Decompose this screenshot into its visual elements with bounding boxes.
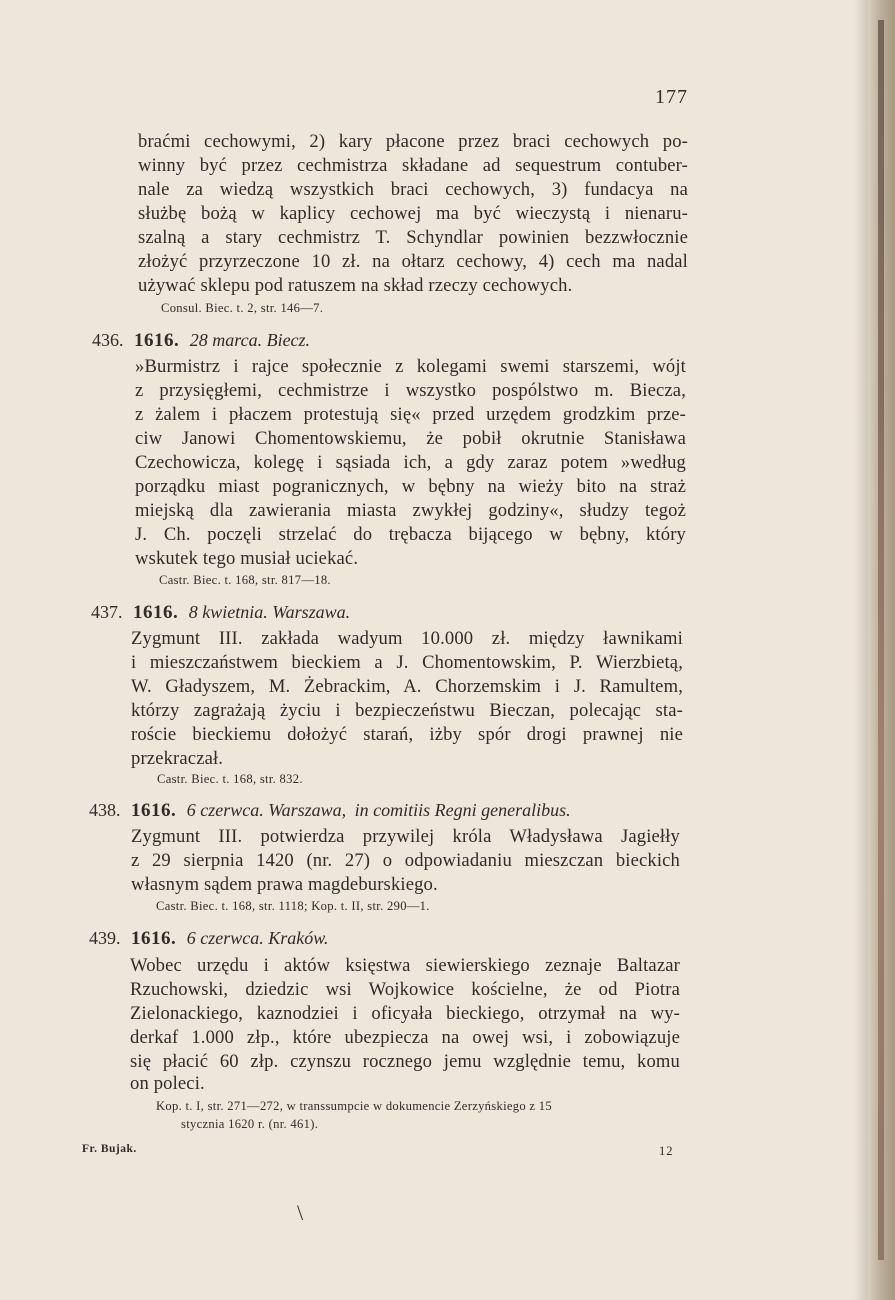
footer-author: Fr. Bujak.	[82, 1143, 137, 1155]
text-line: Zygmunt III. potwierdza przywilej króla Władysława Jagiełły	[131, 826, 680, 847]
entry-date-place-extra: in comitiis Regni generalibus.	[354, 800, 571, 820]
entry-number: 437.	[91, 602, 123, 622]
text-line: Czechowicza, kolegę i sąsiada ich, a gdy zaraz potem »według	[135, 452, 686, 473]
entry-year: 1616.	[134, 330, 180, 351]
source-citation: Consul. Biec. t. 2, str. 146—7.	[161, 301, 324, 315]
entry-date-place: 8 kwietnia. Warszawa.	[188, 602, 351, 622]
source-citation: Castr. Biec. t. 168, str. 817—18.	[159, 573, 331, 587]
entry-number: 438.	[89, 800, 121, 820]
text-line: braćmi cechowymi, 2) kary płacone przez braci cechowych po-	[138, 131, 688, 152]
entry-heading	[89, 800, 571, 822]
text-line: W. Gładyszem, M. Żebrackim, A. Chorzemskim i J. Ramultem,	[131, 676, 683, 697]
text-line: Zielonackiego, kaznodziei i oficyała bieckiego, otrzymał na wy-	[130, 1003, 680, 1024]
text-line: »Burmistrz i rajce społecznie z kolegami swemi starszemi, wójt	[135, 356, 686, 377]
text-line: złożyć przyrzeczone 10 zł. na ołtarz cechowy, 4) cech ma nadal	[138, 251, 688, 272]
text-line: Zygmunt III. zakłada wadyum 10.000 zł. między ławnikami	[131, 628, 683, 649]
entry-date-place: 6 czerwca. Warszawa,	[186, 800, 347, 820]
text-line: wskutek tego musiał uciekać.	[135, 548, 359, 569]
source-citation: stycznia 1620 r. (nr. 461).	[181, 1117, 319, 1131]
source-citation: Castr. Biec. t. 168, str. 1118; Kop. t. II, str. 290—1.	[156, 899, 430, 913]
printer-signature: 12	[659, 1144, 674, 1158]
text-line: miejską dla zawierania miasta zwykłej godziny«, słudzy tegoż	[135, 500, 686, 521]
entry-year: 1616.	[131, 800, 177, 821]
text-line: roście bieckiemu dołożyć starań, iżby spór drogi prawnej nie	[131, 724, 683, 745]
text-line: szalną a stary cechmistrz T. Schyndlar powinien bezzwłocznie	[138, 227, 688, 248]
entry-year: 1616.	[133, 602, 179, 623]
entry-number: 439.	[89, 928, 121, 948]
text-line: własnym sądem prawa magdeburskiego.	[131, 874, 438, 895]
text-line: z żalem i płaczem protestują się« przed urzędem grodzkim prze-	[135, 404, 686, 425]
text-line: on poleci.	[130, 1073, 205, 1094]
spine-edge	[878, 20, 884, 1260]
text-line: Wobec urzędu i aktów księstwa siewierskiego zeznaje Baltazar	[130, 955, 680, 976]
text-line: winny być przez cechmistrza składane ad sequestrum contuber-	[138, 155, 688, 176]
page-number: 177	[655, 86, 688, 108]
text-line: używać sklepu pod ratuszem na skład rzeczy cechowych.	[138, 275, 573, 296]
text-line: ciw Janowi Chomentowskiemu, że pobił okrutnie Stanisława	[135, 428, 686, 449]
stray-pen-mark: \	[297, 1200, 304, 1225]
text-line: z 29 sierpnia 1420 (nr. 27) o odpowiadaniu mieszczan bieckich	[131, 850, 680, 871]
source-citation: Castr. Biec. t. 168, str. 832.	[157, 772, 303, 786]
entry-number: 436.	[92, 330, 124, 350]
entry-date-place: 6 czerwca. Kraków.	[186, 928, 329, 948]
text-line: służbę bożą w kaplicy cechowej ma być wieczystą i nienaru-	[138, 203, 688, 224]
text-line: z przysięgłemi, cechmistrze i wszystko pospólstwo m. Biecza,	[135, 380, 686, 401]
text-line: przekraczał.	[131, 748, 224, 769]
text-line: się płacić 60 złp. czynszu rocznego jemu względnie temu, komu	[130, 1051, 680, 1072]
text-line: którzy zagrażają życiu i bezpieczeństwu Bieczan, polecając sta-	[131, 700, 683, 721]
source-citation: Kop. t. I, str. 271—272, w transsumpcie w dokumencie Zerzyńskiego z 15	[156, 1099, 552, 1113]
text-line: i mieszczaństwem bieckiem a J. Chomentowskim, P. Wierzbietą,	[131, 652, 683, 673]
text-line: porządku miast pogranicznych, w bębny na wieży bito na straż	[135, 476, 686, 497]
text-line: J. Ch. poczęli strzelać do trębacza bijącego w bębny, który	[135, 524, 686, 545]
entry-heading	[91, 602, 350, 624]
entry-year: 1616.	[131, 928, 177, 949]
entry-heading	[92, 330, 310, 352]
entry-heading	[89, 928, 328, 950]
entry-date-place: 28 marca. Biecz.	[189, 330, 311, 350]
text-line: Rzuchowski, dziedzic wsi Wojkowice kościelne, że od Piotra	[130, 979, 680, 1000]
text-line: nale za wiedzą wszystkich braci cechowych, 3) fundacya na	[138, 179, 688, 200]
text-line: derkaf 1.000 złp., które ubezpiecza na owej wsi, i zobowiązuje	[130, 1027, 680, 1048]
